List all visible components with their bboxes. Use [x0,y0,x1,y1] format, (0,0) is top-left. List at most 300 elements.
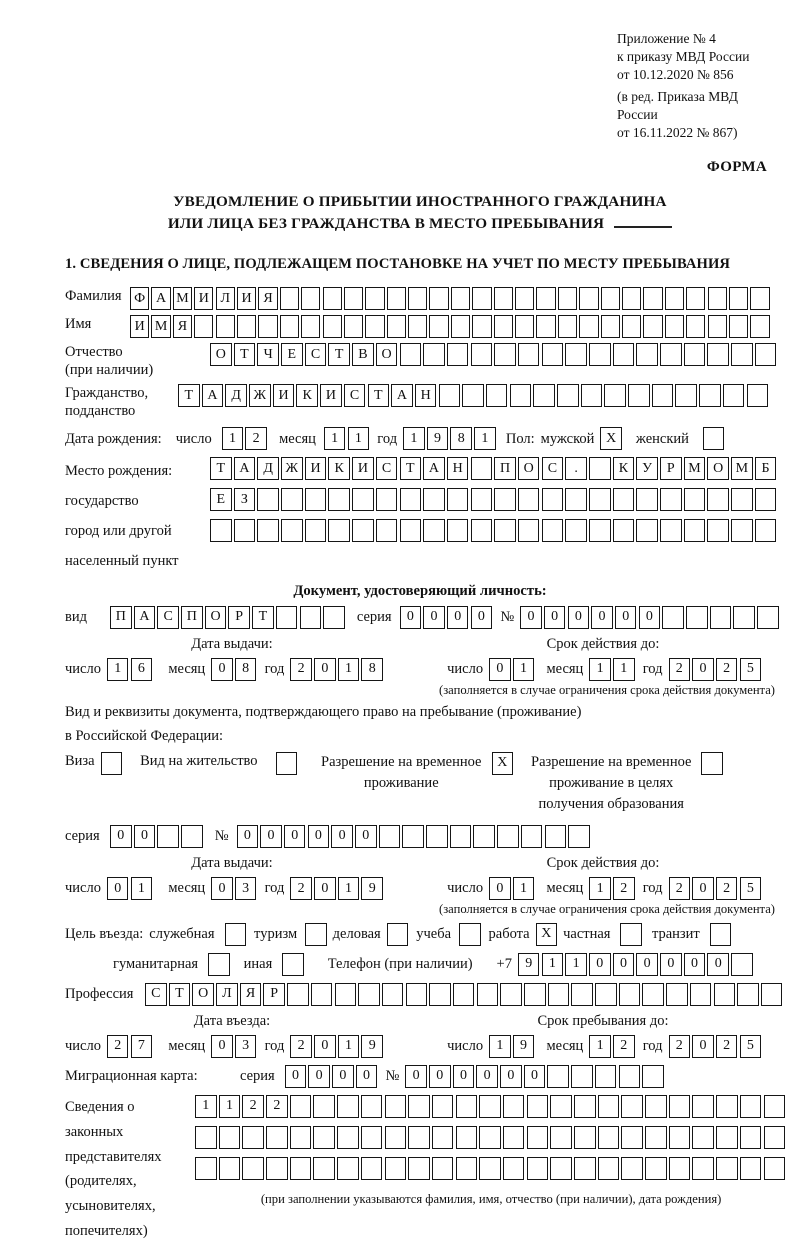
char-box[interactable] [699,384,721,407]
char-box[interactable]: Р [660,457,682,480]
char-box[interactable]: 2 [107,1035,129,1058]
char-box[interactable]: 0 [684,953,706,976]
char-box[interactable] [258,315,277,338]
char-box[interactable] [323,315,342,338]
char-box[interactable]: 0 [591,606,613,629]
char-box[interactable] [761,983,783,1006]
char-box[interactable]: 3 [235,877,257,900]
char-box[interactable] [423,488,445,511]
char-box[interactable] [219,1157,241,1180]
char-box[interactable] [684,519,706,542]
char-box[interactable] [515,287,534,310]
char-box[interactable]: 0 [211,658,233,681]
char-box[interactable] [643,287,662,310]
char-box[interactable] [300,606,322,629]
char-box[interactable]: И [130,315,149,338]
char-box[interactable]: 1 [338,1035,360,1058]
char-box[interactable]: 0 [489,658,511,681]
char-box[interactable] [716,1126,738,1149]
char-box[interactable] [280,315,299,338]
char-box[interactable]: 0 [476,1065,498,1088]
char-box[interactable]: 0 [429,1065,451,1088]
char-box[interactable] [328,488,350,511]
char-box[interactable] [503,1126,525,1149]
char-box[interactable] [301,287,320,310]
char-box[interactable] [290,1126,312,1149]
char-box[interactable] [281,488,303,511]
char-box[interactable]: 0 [589,953,611,976]
purpose-transit-checkbox[interactable] [710,923,732,946]
char-box[interactable] [660,343,682,366]
char-box[interactable] [323,287,342,310]
char-box[interactable]: 1 [403,427,425,450]
char-box[interactable]: 1 [324,427,346,450]
char-box[interactable] [376,488,398,511]
char-box[interactable]: О [205,606,227,629]
char-box[interactable]: 0 [615,606,637,629]
char-box[interactable]: 0 [660,953,682,976]
char-box[interactable]: Т [252,606,274,629]
char-box[interactable] [542,343,564,366]
char-box[interactable]: О [518,457,540,480]
char-box[interactable] [669,1126,691,1149]
char-box[interactable]: 0 [405,1065,427,1088]
char-box[interactable] [429,983,451,1006]
char-box[interactable] [645,1126,667,1149]
char-box[interactable] [181,825,203,848]
char-box[interactable]: 0 [308,825,330,848]
char-box[interactable] [686,315,705,338]
char-box[interactable] [451,315,470,338]
char-box[interactable] [598,1157,620,1180]
char-box[interactable] [621,1157,643,1180]
char-box[interactable]: А [423,457,445,480]
char-box[interactable] [729,287,748,310]
char-box[interactable]: О [192,983,214,1006]
char-box[interactable] [750,315,769,338]
char-box[interactable] [301,315,320,338]
char-box[interactable] [408,1126,430,1149]
char-box[interactable] [621,1095,643,1118]
char-box[interactable]: 0 [134,825,156,848]
char-box[interactable]: С [542,457,564,480]
char-box[interactable] [550,1095,572,1118]
char-box[interactable] [740,1095,762,1118]
char-box[interactable] [613,343,635,366]
char-box[interactable]: 0 [692,658,714,681]
char-box[interactable]: 8 [361,658,383,681]
char-box[interactable] [387,315,406,338]
char-box[interactable]: 1 [338,658,360,681]
char-box[interactable]: Т [210,457,232,480]
char-box[interactable]: И [305,457,327,480]
char-box[interactable] [400,519,422,542]
char-box[interactable] [408,287,427,310]
char-box[interactable]: 0 [331,825,353,848]
char-box[interactable] [385,1126,407,1149]
char-box[interactable] [266,1157,288,1180]
char-box[interactable]: 0 [314,877,336,900]
char-box[interactable] [462,384,484,407]
char-box[interactable]: Т [234,343,256,366]
char-box[interactable] [665,315,684,338]
char-box[interactable] [764,1157,786,1180]
char-box[interactable] [365,287,384,310]
char-box[interactable] [527,1095,549,1118]
char-box[interactable] [456,1157,478,1180]
char-box[interactable] [328,519,350,542]
char-box[interactable]: 0 [524,1065,546,1088]
char-box[interactable]: 1 [107,658,129,681]
char-box[interactable] [439,384,461,407]
char-box[interactable] [242,1157,264,1180]
char-box[interactable] [565,488,587,511]
char-box[interactable] [429,287,448,310]
char-box[interactable]: . [565,457,587,480]
char-box[interactable] [432,1095,454,1118]
char-box[interactable] [406,983,428,1006]
char-box[interactable] [669,1157,691,1180]
char-box[interactable] [550,1157,572,1180]
char-box[interactable]: 0 [314,658,336,681]
char-box[interactable] [731,519,753,542]
char-box[interactable]: 0 [613,953,635,976]
char-box[interactable] [755,519,777,542]
char-box[interactable]: О [707,457,729,480]
char-box[interactable]: Т [400,457,422,480]
char-box[interactable] [447,488,469,511]
char-box[interactable] [708,287,727,310]
char-box[interactable] [510,384,532,407]
char-box[interactable] [601,315,620,338]
char-box[interactable] [385,1095,407,1118]
char-box[interactable] [571,1065,593,1088]
char-box[interactable] [432,1126,454,1149]
char-box[interactable] [686,287,705,310]
char-box[interactable] [453,983,475,1006]
char-box[interactable] [643,315,662,338]
char-box[interactable] [335,983,357,1006]
char-box[interactable] [723,384,745,407]
char-box[interactable] [447,519,469,542]
purpose-other-checkbox[interactable] [282,953,304,976]
char-box[interactable] [579,287,598,310]
char-box[interactable]: А [202,384,224,407]
char-box[interactable]: 0 [423,606,445,629]
char-box[interactable] [757,606,779,629]
char-box[interactable] [662,606,684,629]
char-box[interactable] [542,488,564,511]
char-box[interactable]: 0 [692,1035,714,1058]
char-box[interactable] [716,1095,738,1118]
char-box[interactable] [660,488,682,511]
char-box[interactable] [613,519,635,542]
char-box[interactable]: 0 [568,606,590,629]
char-box[interactable]: 1 [613,658,635,681]
char-box[interactable] [521,825,543,848]
char-box[interactable] [707,488,729,511]
char-box[interactable] [571,983,593,1006]
char-box[interactable] [731,488,753,511]
char-box[interactable] [500,983,522,1006]
char-box[interactable] [408,1095,430,1118]
char-box[interactable] [716,1157,738,1180]
char-box[interactable]: Л [216,983,238,1006]
char-box[interactable] [219,1126,241,1149]
char-box[interactable] [598,1126,620,1149]
char-box[interactable] [574,1095,596,1118]
char-box[interactable] [494,315,513,338]
char-box[interactable]: 9 [361,877,383,900]
char-box[interactable] [290,1157,312,1180]
char-box[interactable]: С [344,384,366,407]
char-box[interactable]: Т [178,384,200,407]
char-box[interactable] [737,983,759,1006]
char-box[interactable]: 0 [314,1035,336,1058]
char-box[interactable]: 2 [290,877,312,900]
char-box[interactable] [613,488,635,511]
char-box[interactable]: 3 [235,1035,257,1058]
char-box[interactable]: И [237,287,256,310]
visa-checkbox[interactable] [101,752,123,775]
char-box[interactable]: 0 [308,1065,330,1088]
char-box[interactable]: А [391,384,413,407]
char-box[interactable]: И [273,384,295,407]
char-box[interactable]: 1 [589,658,611,681]
char-box[interactable] [429,315,448,338]
char-box[interactable] [471,519,493,542]
char-box[interactable]: Т [169,983,191,1006]
char-box[interactable] [589,519,611,542]
char-box[interactable] [494,519,516,542]
char-box[interactable]: Л [216,287,235,310]
char-box[interactable]: 5 [740,658,762,681]
char-box[interactable] [665,287,684,310]
char-box[interactable] [365,315,384,338]
char-box[interactable] [352,519,374,542]
char-box[interactable] [376,519,398,542]
char-box[interactable] [558,315,577,338]
char-box[interactable] [764,1095,786,1118]
char-box[interactable] [402,825,424,848]
char-box[interactable] [589,457,611,480]
char-box[interactable]: 0 [107,877,129,900]
char-box[interactable] [276,606,298,629]
char-box[interactable] [471,343,493,366]
char-box[interactable] [731,343,753,366]
char-box[interactable]: 8 [235,658,257,681]
char-box[interactable]: Р [263,983,285,1006]
char-box[interactable]: 9 [361,1035,383,1058]
char-box[interactable] [579,315,598,338]
char-box[interactable] [400,343,422,366]
char-box[interactable] [195,1126,217,1149]
char-box[interactable] [195,1157,217,1180]
char-box[interactable]: 0 [544,606,566,629]
char-box[interactable] [210,519,232,542]
char-box[interactable]: 1 [542,953,564,976]
char-box[interactable]: 9 [518,953,540,976]
char-box[interactable] [358,983,380,1006]
char-box[interactable] [598,1095,620,1118]
char-box[interactable] [313,1126,335,1149]
char-box[interactable] [558,287,577,310]
char-box[interactable]: К [296,384,318,407]
char-box[interactable]: 1 [589,1035,611,1058]
char-box[interactable]: 1 [589,877,611,900]
char-box[interactable]: Б [755,457,777,480]
char-box[interactable] [547,1065,569,1088]
char-box[interactable] [595,1065,617,1088]
char-box[interactable]: 1 [195,1095,217,1118]
char-box[interactable] [456,1095,478,1118]
char-box[interactable]: 0 [636,953,658,976]
char-box[interactable] [266,1126,288,1149]
char-box[interactable]: И [194,287,213,310]
char-box[interactable]: Д [257,457,279,480]
char-box[interactable] [451,287,470,310]
char-box[interactable]: 1 [219,1095,241,1118]
char-box[interactable] [619,1065,641,1088]
char-box[interactable]: 1 [565,953,587,976]
char-box[interactable]: 2 [245,427,267,450]
char-box[interactable]: 1 [131,877,153,900]
char-box[interactable] [731,953,753,976]
char-box[interactable] [323,606,345,629]
char-box[interactable]: 9 [513,1035,535,1058]
char-box[interactable]: Я [173,315,192,338]
char-box[interactable] [755,488,777,511]
char-box[interactable] [747,384,769,407]
char-box[interactable]: Я [258,287,277,310]
char-box[interactable] [242,1126,264,1149]
char-box[interactable]: Н [415,384,437,407]
char-box[interactable]: 0 [211,1035,233,1058]
char-box[interactable]: 2 [669,1035,691,1058]
char-box[interactable] [536,315,555,338]
char-box[interactable]: Ж [281,457,303,480]
char-box[interactable] [450,825,472,848]
char-box[interactable]: 1 [513,658,535,681]
char-box[interactable] [589,488,611,511]
char-box[interactable]: Д [225,384,247,407]
char-box[interactable] [574,1157,596,1180]
char-box[interactable]: 0 [471,606,493,629]
char-box[interactable]: 0 [355,825,377,848]
char-box[interactable] [344,287,363,310]
char-box[interactable]: К [613,457,635,480]
char-box[interactable] [471,488,493,511]
char-box[interactable] [619,983,641,1006]
char-box[interactable] [432,1157,454,1180]
char-box[interactable]: 0 [285,1065,307,1088]
char-box[interactable]: А [134,606,156,629]
char-box[interactable] [337,1157,359,1180]
char-box[interactable] [714,983,736,1006]
char-box[interactable] [479,1095,501,1118]
char-box[interactable] [518,519,540,542]
char-box[interactable] [733,606,755,629]
char-box[interactable]: 2 [290,1035,312,1058]
char-box[interactable] [595,983,617,1006]
char-box[interactable]: 2 [266,1095,288,1118]
char-box[interactable]: Н [447,457,469,480]
char-box[interactable] [684,343,706,366]
char-box[interactable] [645,1157,667,1180]
char-box[interactable] [642,1065,664,1088]
char-box[interactable]: 0 [692,877,714,900]
char-box[interactable]: 0 [260,825,282,848]
char-box[interactable] [385,1157,407,1180]
char-box[interactable]: С [376,457,398,480]
char-box[interactable] [601,287,620,310]
char-box[interactable] [287,983,309,1006]
char-box[interactable] [290,1095,312,1118]
char-box[interactable]: 0 [500,1065,522,1088]
char-box[interactable]: 2 [242,1095,264,1118]
char-box[interactable] [574,1126,596,1149]
temp-residence-edu-checkbox[interactable] [701,752,723,775]
char-box[interactable] [581,384,603,407]
char-box[interactable] [477,983,499,1006]
char-box[interactable] [473,825,495,848]
char-box[interactable] [604,384,626,407]
char-box[interactable] [503,1095,525,1118]
char-box[interactable]: Е [281,343,303,366]
char-box[interactable] [257,488,279,511]
char-box[interactable] [361,1157,383,1180]
char-box[interactable] [652,384,674,407]
char-box[interactable] [344,315,363,338]
residence-permit-checkbox[interactable] [276,752,298,775]
char-box[interactable] [692,1126,714,1149]
char-box[interactable] [479,1126,501,1149]
char-box[interactable]: 6 [131,658,153,681]
char-box[interactable] [281,519,303,542]
char-box[interactable] [337,1126,359,1149]
char-box[interactable]: 2 [613,1035,635,1058]
char-box[interactable] [423,519,445,542]
char-box[interactable] [361,1126,383,1149]
char-box[interactable] [494,343,516,366]
char-box[interactable]: 0 [237,825,259,848]
char-box[interactable] [636,343,658,366]
char-box[interactable]: А [151,287,170,310]
char-box[interactable] [710,606,732,629]
char-box[interactable] [234,519,256,542]
char-box[interactable]: В [352,343,374,366]
char-box[interactable]: Е [210,488,232,511]
temp-residence-checkbox[interactable]: X [492,752,514,775]
char-box[interactable]: У [636,457,658,480]
char-box[interactable] [548,983,570,1006]
char-box[interactable] [686,606,708,629]
char-box[interactable] [684,488,706,511]
char-box[interactable]: 1 [513,877,535,900]
char-box[interactable] [707,343,729,366]
char-box[interactable] [456,1126,478,1149]
char-box[interactable]: 2 [613,877,635,900]
char-box[interactable] [675,384,697,407]
char-box[interactable]: О [210,343,232,366]
char-box[interactable] [692,1157,714,1180]
char-box[interactable] [426,825,448,848]
char-box[interactable]: 2 [669,877,691,900]
char-box[interactable]: 0 [453,1065,475,1088]
char-box[interactable]: 0 [356,1065,378,1088]
char-box[interactable] [382,983,404,1006]
char-box[interactable] [515,315,534,338]
